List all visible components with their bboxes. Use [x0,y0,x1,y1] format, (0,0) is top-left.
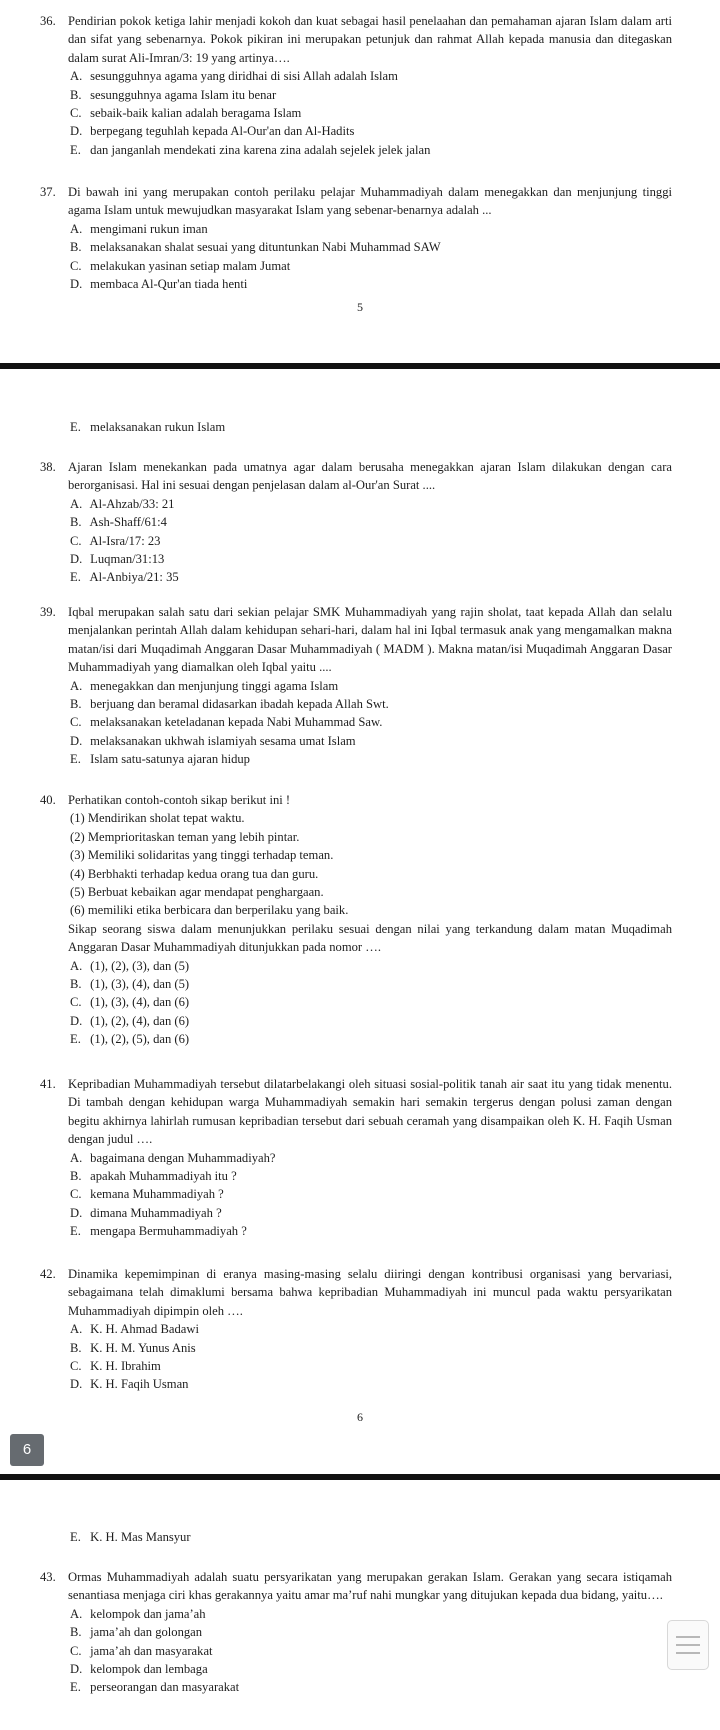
option-a: A. kelompok dan jama’ah [70,1606,206,1621]
option-e: E. mengapa Bermuhammadiyah ? [70,1224,247,1239]
option-b: B. (1), (3), (4), dan (5) [70,977,190,992]
option-b: B. K. H. M. Yunus Anis [70,1340,196,1355]
list-item: (3) Memiliki solidaritas yang tinggi terhadap teman. [70,848,334,863]
option-d: D. (1), (2), (4), dan (6) [70,1013,190,1028]
option-b: B. sesungguhnya agama Islam itu benar [70,87,277,102]
list-item: (5) Berbuat kebaikan agar mendapat penghargaan. [70,885,324,900]
question-39 [40,603,672,769]
question-37-continued [40,418,672,436]
option-e: E. K. H. Mas Mansyur [70,1530,191,1544]
question-number: 43. [40,1570,56,1584]
question-number: 42. [40,1267,56,1281]
question-number: 37. [40,185,56,199]
question-stem: Di bawah ini yang merupakan contoh perilaku pelajar Muhammadiyah dalam menegakkan dan menjunjung tinggi agama Islam untuk mewujudkan masyarakat Islam yang sebenar-benarnya adalah ... [68,185,672,218]
option-b: B. melaksanakan shalat sesuai yang dituntunkan Nabi Muhammad SAW [70,240,441,255]
option-d: D. melaksanakan ukhwah islamiyah sesama umat Islam [70,733,356,748]
list-item: (6) memiliki etika berbicara dan berperilaku yang baik. [70,903,349,918]
option-d: D. dimana Muhammadiyah ? [70,1205,222,1220]
option-c: C. Al-Isra/17: 23 [70,533,161,548]
option-c: C. melakukan yasinan setiap malam Jumat [70,258,291,273]
question-stem: Perhatikan contoh-contoh sikap berikut ini ! [68,793,291,807]
option-a: A. K. H. Ahmad Badawi [70,1322,199,1337]
question-42-continued [40,1528,672,1546]
option-e: E. Al-Anbiya/21: 35 [70,570,179,585]
question-40 [40,791,672,1049]
menu-icon[interactable] [667,1620,709,1670]
page-7 [0,1485,720,1730]
page-divider [0,1474,720,1480]
option-c: C. jama’ah dan masyarakat [70,1643,213,1658]
question-stem: Ajaran Islam menekankan pada umatnya agar dalam berusaha menegakkan ajaran Islam dilakukan dengan cara berorganisasi. Hal ini sesuai dengan penjelasan dalam al-Our'an Surat .... [68,460,672,493]
option-e: E. (1), (2), (5), dan (6) [70,1032,190,1047]
option-a: A. Al-Ahzab/33: 21 [70,496,175,511]
option-a: A. mengimani rukun iman [70,221,208,236]
option-c: C. K. H. Ibrahim [70,1359,161,1374]
question-37 [40,183,672,293]
page-6 [0,378,720,1471]
question-prompt: Sikap seorang siswa dalam menunjukkan perilaku sesuai dengan nilai yang terkandung dalam matan Muqadimah Anggaran Dasar Muhammadiyah ditunjukkan pada nomor …. [68,921,672,955]
question-number: 40. [40,793,56,807]
option-a: A. menegakkan dan menjunjung tinggi agama Islam [70,678,339,693]
question-41 [40,1075,672,1241]
option-b: B. apakah Muhammadiyah itu ? [70,1169,237,1184]
page-indicator-badge[interactable]: 6 [10,1434,44,1466]
question-42 [40,1265,672,1394]
option-e: E. perseorangan dan masyarakat [70,1680,240,1695]
option-b: B. Ash-Shaff/61:4 [70,515,167,530]
option-e: E. dan janganlah mendekati zina karena zina adalah sejelek jelek jalan [70,142,431,157]
question-43 [40,1568,672,1697]
option-d: D. membaca Al-Qur'an tiada henti [70,277,248,292]
list-item: (1) Mendirikan sholat tepat waktu. [70,811,245,826]
option-e: E. Islam satu-satunya ajaran hidup [70,752,250,767]
option-a: A. sesungguhnya agama yang diridhai di sisi Allah adalah Islam [70,69,398,84]
question-stem: Iqbal merupakan salah satu dari sekian pelajar SMK Muhammadiyah yang rajin sholat, taat kepada Allah dan selalu menjalankan perintah Allah dalam kehidupan sehari-hari, dalam hal ini Iqbal termasuk anak yang mengamalkan makna matan/isi dari Muqadimah Anggaran Dasar Muhammadiyah ( MADM ). Makna matan/isi Muqadimah Anggaran Dasar Muhammadiyah yang diamalkan oleh Iqbal yaitu .... [68,605,672,675]
option-d: D. kelompok dan lembaga [70,1662,208,1677]
question-stem: Dinamika kepemimpinan di eranya masing-masing selalu diiringi dengan kontribusi organisasi yang bervariasi, sebagaimana telah dimaklumi bersama bahwa kepribadian Muhammadiyah ini muncul pada waktu persyarikatan Muhammadiyah dipimpin oleh …. [68,1267,672,1318]
question-36 [40,12,672,159]
option-c: C. (1), (3), (4), dan (6) [70,995,190,1010]
question-number: 36. [40,14,56,28]
option-a: A. bagaimana dengan Muhammadiyah? [70,1150,276,1165]
list-item: (2) Memprioritaskan teman yang lebih pintar. [70,829,300,844]
option-e: E. melaksanakan rukun Islam [70,420,226,434]
question-stem: Kepribadian Muhammadiyah tersebut dilatarbelakangi oleh situasi sosial-politik tanah air saat itu yang tidak menentu. Di tambah dengan kehidupan warga Muhammadiyah semakin hari semakin tergerus dengan polusi zaman dengan begitu akhirnya lahirlah rumusan kepribadian tersebut dari sebuah ceramah yang disampaikan oleh K. H. Faqih Usman dengan judul …. [68,1077,672,1147]
list-item: (4) Berbhakti terhadap kedua orang tua dan guru. [70,866,319,881]
question-number: 41. [40,1077,56,1091]
question-stem: Pendirian pokok ketiga lahir menjadi kokoh dan kuat sebagai hasil penelaahan dan pemahaman ajaran Islam dalam arti dan sifat yang sebenarnya. Pokok pikiran ini merupakan petunjuk dan rahmat Allah kepada manusia dan ditegaskan dalam surat Ali-Imran/3: 19 yang artinya…. [68,14,672,65]
option-b: B. berjuang dan beramal didasarkan ibadah kepada Allah Swt. [70,697,389,712]
question-number: 38. [40,460,56,474]
option-c: C. sebaik-baik kalian adalah beragama Islam [70,106,302,121]
option-b: B. jama’ah dan golongan [70,1625,203,1640]
page-divider [0,363,720,369]
page-number: 6 [357,1410,363,1424]
page-5 [0,0,720,362]
option-a: A. (1), (2), (3), dan (5) [70,958,190,973]
question-number: 39. [40,605,56,619]
option-d: D. Luqman/31:13 [70,552,165,567]
question-stem: Ormas Muhammadiyah adalah suatu persyarikatan yang merupakan gerakan Islam. Gerakan yang secara istiqamah senantiasa menjaga ciri khas gerakannya yaitu amar ma’ruf nahi mungkar yang ditujukan kepada dua bidang, yaitu…. [68,1570,672,1603]
option-d: D. berpegang teguhlah kepada Al-Our'an dan Al-Hadits [70,124,355,139]
option-d: D. K. H. Faqih Usman [70,1377,189,1392]
option-c: C. kemana Muhammadiyah ? [70,1187,224,1202]
question-38 [40,458,672,587]
option-c: C. melaksanakan keteladanan kepada Nabi Muhammad Saw. [70,715,383,730]
page-number: 5 [357,300,363,314]
